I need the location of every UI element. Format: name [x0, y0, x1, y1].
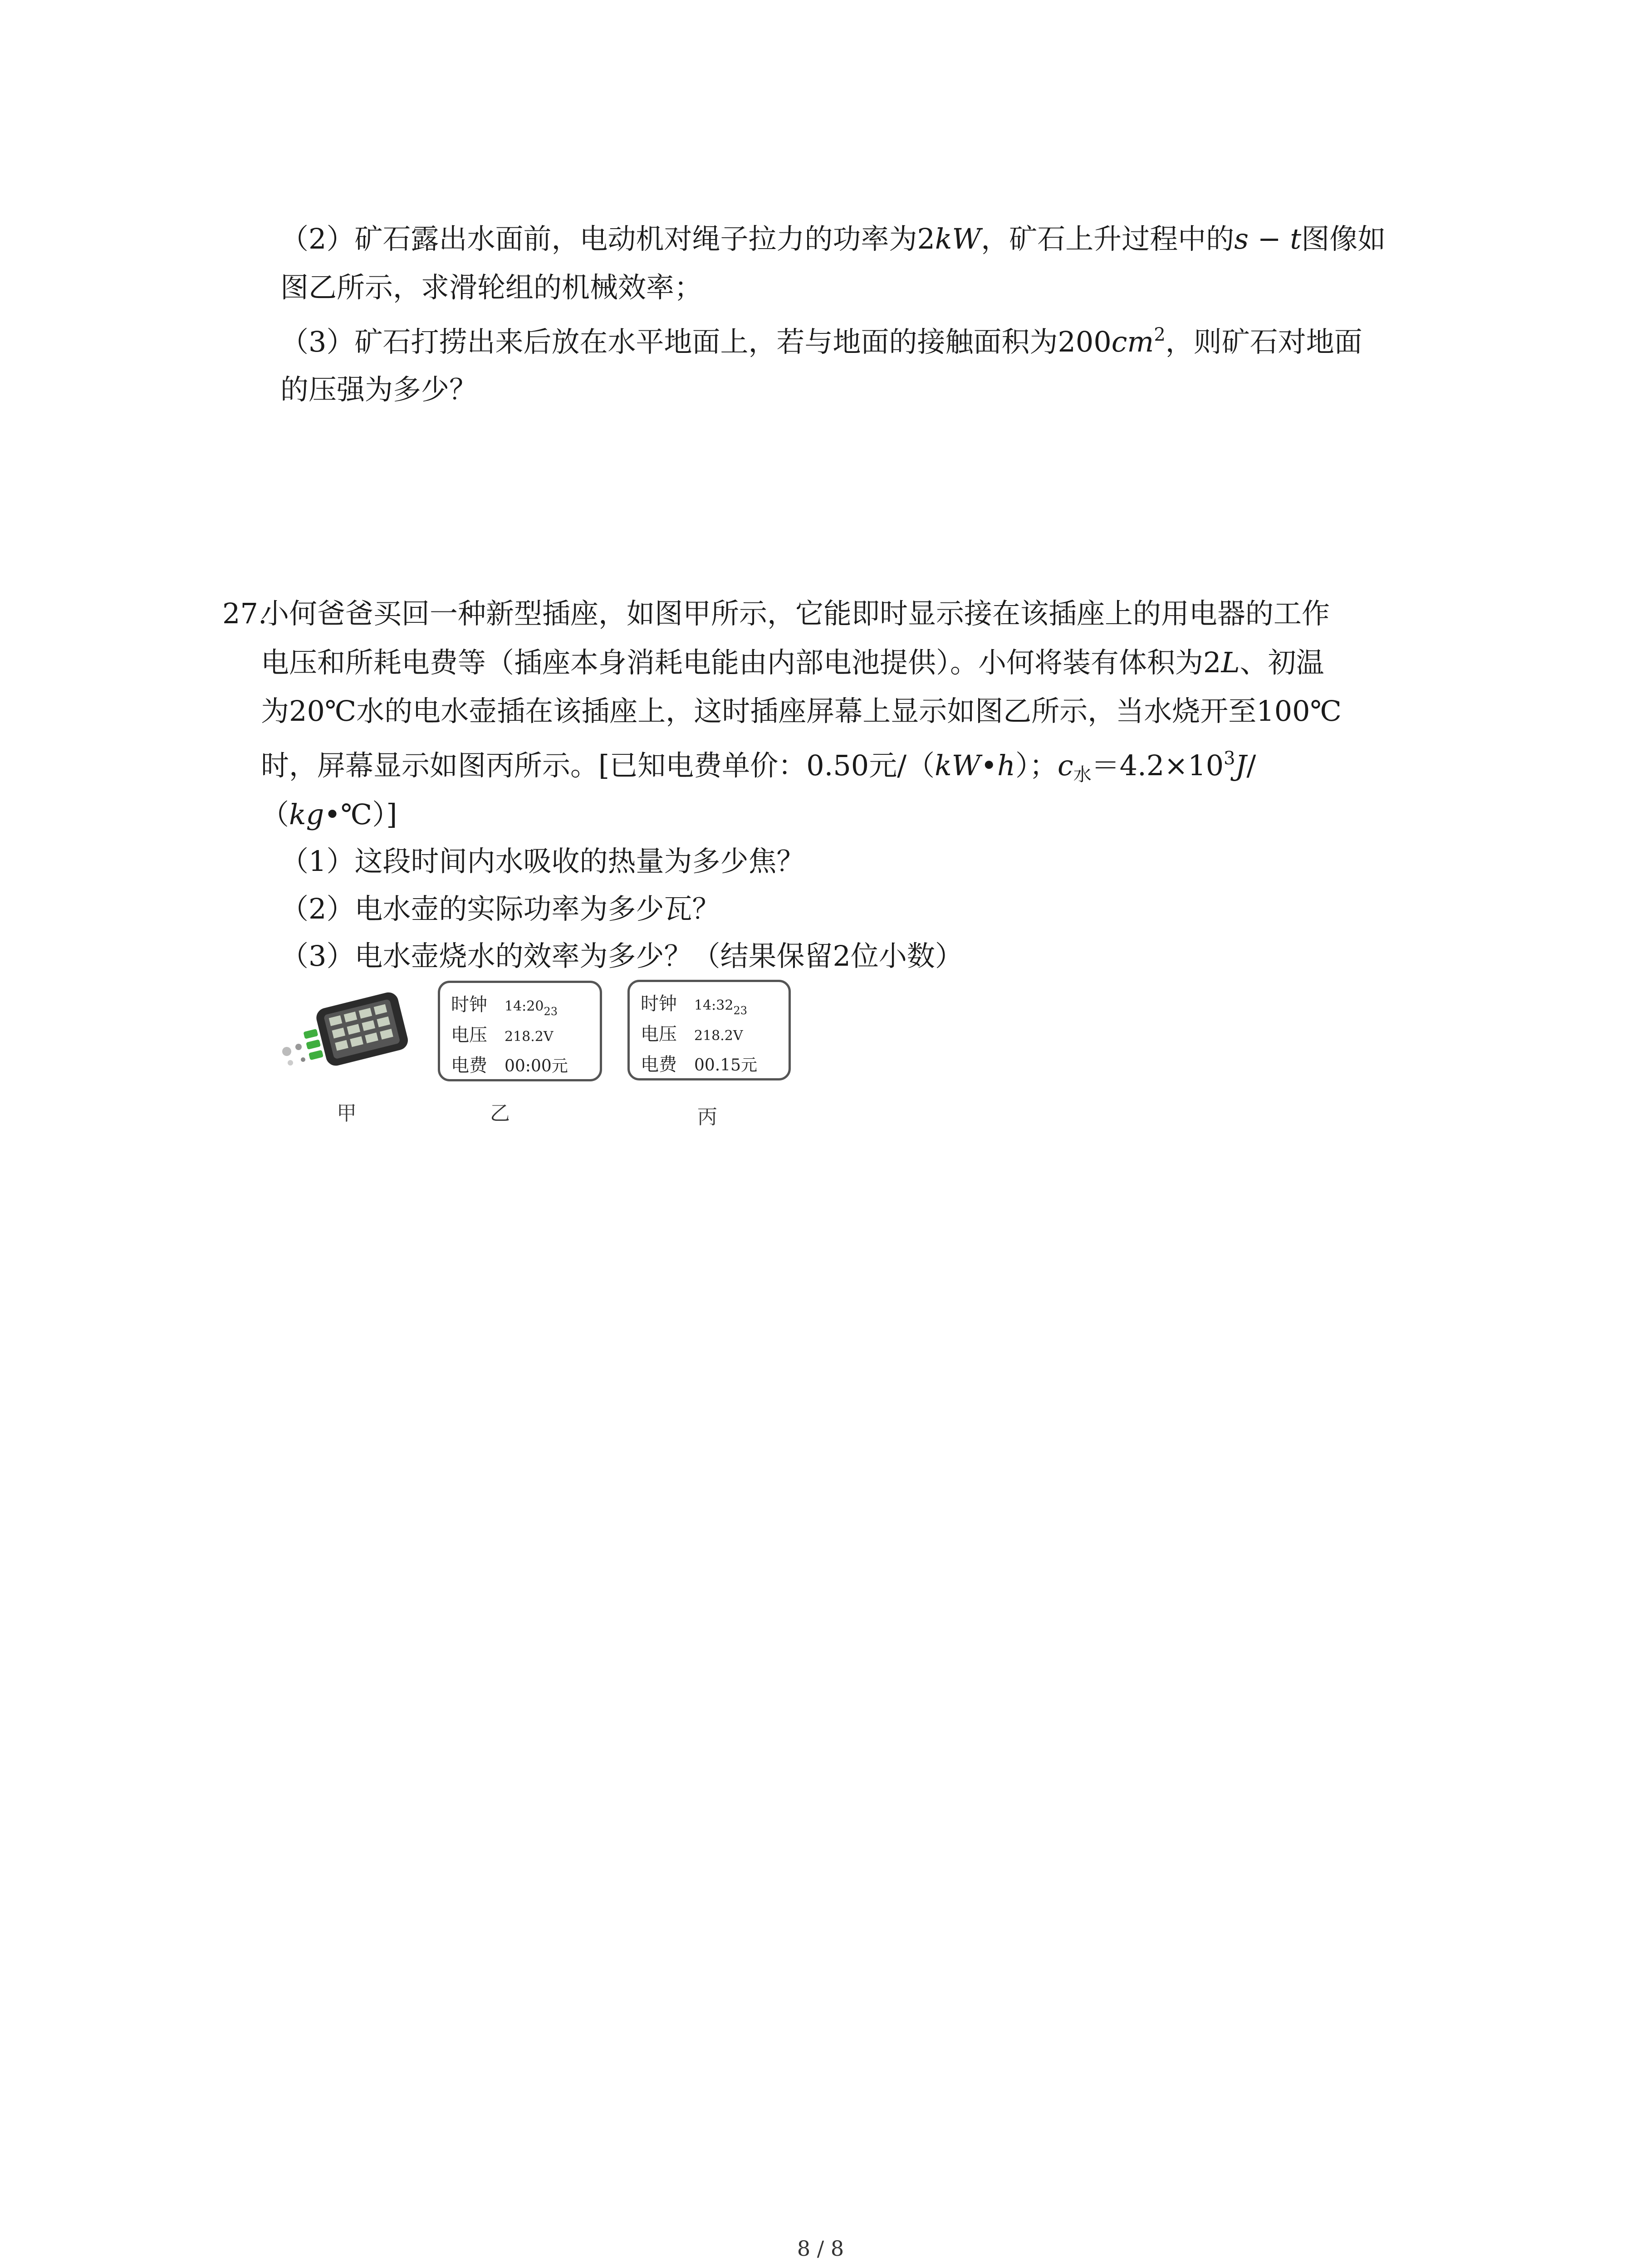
text-seg: 、初温	[1239, 646, 1324, 679]
var-t: t	[1290, 222, 1302, 255]
fee-value: 00:00元	[505, 1057, 568, 1075]
clock-time: 14:32	[694, 997, 734, 1013]
area-unit: cm	[1111, 325, 1154, 358]
part3-line2: 的压强为多少？	[280, 373, 478, 406]
var-s: s	[1234, 222, 1249, 255]
q27-sub1: （1）这段时间内水吸收的热量为多少焦？	[280, 845, 805, 878]
clock-row	[451, 990, 558, 1018]
unit-j: J	[1235, 749, 1247, 782]
figure-caption-yi: 乙	[490, 1102, 510, 1125]
q27-line4	[261, 749, 1256, 784]
part2-line2: 图乙所示，求滑轮组的机械效率；	[280, 271, 703, 304]
text-seg: ，矿石上升过程中的	[981, 222, 1234, 255]
fee-value: 00.15元	[694, 1056, 758, 1075]
clock-value	[505, 998, 558, 1018]
q27-sub3: （3）电水壶烧水的效率为多少？（结果保留2位小数）	[280, 939, 963, 973]
dash: −	[1249, 222, 1290, 255]
part3-line1	[280, 326, 1362, 356]
var-c-sub: 水	[1073, 764, 1092, 785]
initial-temp: 20℃	[289, 694, 357, 728]
part2-line1	[280, 222, 1386, 255]
fee-label: 电费	[641, 1054, 677, 1075]
text-seg: （	[261, 798, 289, 831]
unit-h: h	[997, 749, 1015, 782]
area-exponent: 2	[1154, 324, 1166, 345]
figure-caption-bing: 丙	[697, 1105, 717, 1129]
volume-unit: L	[1221, 646, 1240, 679]
fee-label: 电费	[451, 1055, 487, 1076]
voltage-value: 218.2V	[694, 1028, 743, 1044]
power-unit: kW	[935, 222, 981, 255]
voltage-value: 218.2V	[505, 1029, 554, 1045]
clock-time: 14:20	[505, 998, 544, 1014]
volume-number: 2	[1203, 646, 1221, 679]
q27-sub2: （2）电水壶的实际功率为多少瓦？	[280, 892, 720, 925]
clock-row	[641, 989, 747, 1017]
text-seg: 水的电水壶插在该插座上，这时插座屏幕上显示如图乙所示，当水烧开至	[356, 694, 1257, 728]
q27-number: 27.	[222, 597, 267, 630]
exponent: 3	[1224, 748, 1235, 769]
fee-row	[451, 1051, 568, 1077]
text-seg: ）；	[1015, 749, 1058, 782]
q27-line3	[261, 694, 1342, 728]
slash: /	[1246, 749, 1256, 782]
text-seg: ，则矿石对地面	[1165, 325, 1362, 358]
var-c: c	[1057, 749, 1073, 782]
q27-line1: 小何爸爸买回一种新型插座，如图甲所示，它能即时显示接在该插座上的用电器的工作	[261, 597, 1330, 630]
fee-row	[641, 1050, 757, 1076]
clock-label: 时钟	[641, 993, 677, 1014]
text-seg: •℃）]	[324, 798, 397, 831]
text-seg: （3）矿石打捞出来后放在水平地面上，若与地面的接触面积为	[280, 325, 1058, 358]
clock-seconds: 23	[544, 1005, 558, 1018]
q27-line2	[261, 646, 1324, 679]
price: 0.50元/（	[806, 749, 935, 782]
socket-device-figure	[277, 983, 413, 1074]
clock-value	[694, 997, 748, 1017]
area-number: 200	[1058, 325, 1112, 358]
specific-heat-value: ＝4.2×10	[1091, 749, 1224, 782]
page-number: 8 / 8	[797, 2236, 844, 2261]
text-seg: 图像如	[1301, 222, 1386, 255]
dot: •	[980, 749, 998, 782]
clock-label: 时钟	[451, 994, 487, 1015]
voltage-label: 电压	[641, 1024, 677, 1045]
boil-temp: 100℃	[1256, 694, 1342, 728]
q27-line5	[261, 798, 397, 831]
figure-caption-jia: 甲	[337, 1102, 357, 1125]
display-panel-bing	[627, 980, 791, 1080]
text-seg: 为	[261, 694, 289, 728]
voltage-row	[641, 1020, 743, 1046]
voltage-label: 电压	[451, 1025, 487, 1046]
clock-seconds: 23	[733, 1004, 748, 1017]
unit-kg: kg	[289, 798, 324, 831]
voltage-row	[451, 1021, 554, 1046]
text-seg: 时，屏幕显示如图丙所示。[已知电费单价：	[261, 749, 807, 782]
text-seg: 电压和所耗电费等（插座本身消耗电能由内部电池提供）。小何将装有体积为	[261, 646, 1204, 679]
unit-kw: kW	[935, 749, 981, 782]
text-seg: （2）矿石露出水面前，电动机对绳子拉力的功率为	[280, 222, 917, 255]
power-number: 2	[917, 222, 935, 255]
socket-device-illustration	[277, 983, 413, 1074]
display-panel-yi	[438, 981, 602, 1081]
